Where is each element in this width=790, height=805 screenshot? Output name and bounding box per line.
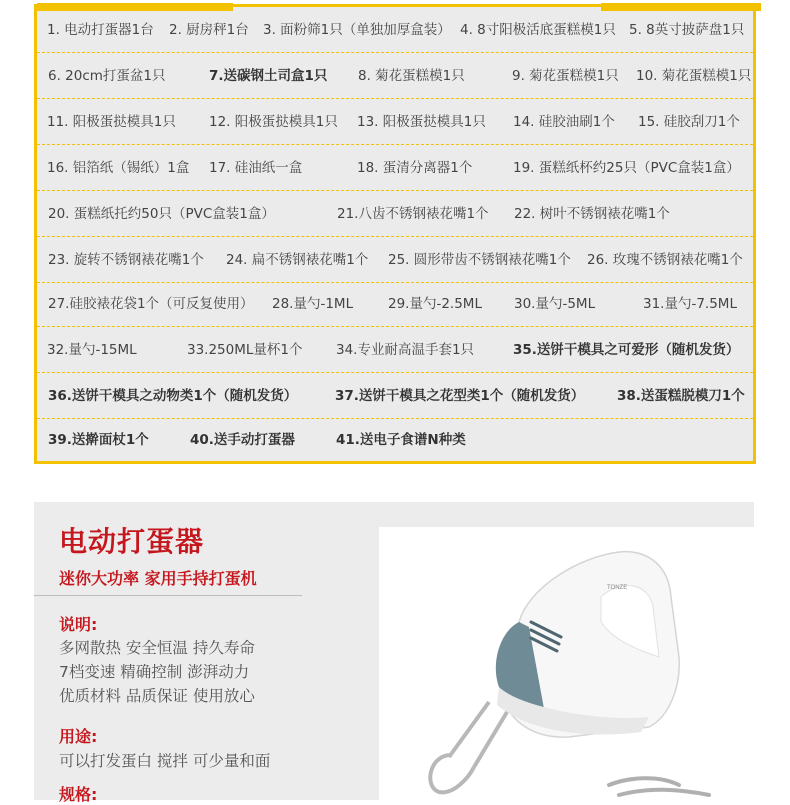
product-photo xyxy=(379,527,754,800)
list-item: 6. 20cm打蛋盆1只 xyxy=(48,68,166,84)
list-item: 17. 硅油纸一盒 xyxy=(209,160,303,176)
explain-line: 多网散热 安全恒温 持久寿命 xyxy=(59,639,255,657)
list-item: 30.量勺-5ML xyxy=(514,296,596,312)
list-row xyxy=(37,281,753,327)
list-item: 1. 电动打蛋器1台 xyxy=(47,22,154,38)
list-row xyxy=(37,327,753,373)
list-item: 16. 铝箔纸（锡纸）1盒 xyxy=(47,160,190,176)
divider xyxy=(34,595,302,596)
list-item: 28.量勺-1ML xyxy=(272,296,354,312)
list-item: 13. 阳极蛋挞模具1只 xyxy=(357,114,486,130)
brand-mark: TONZE xyxy=(607,585,628,591)
list-row xyxy=(37,237,753,283)
list-item: 18. 蛋清分离器1个 xyxy=(357,160,473,176)
explain-label: 说明: xyxy=(59,615,98,634)
list-item: 15. 硅胶刮刀1个 xyxy=(638,114,740,130)
list-item: 7.送碳钢土司盒1只 xyxy=(209,68,328,84)
list-item: 41.送电子食谱N种类 xyxy=(336,432,466,448)
list-row xyxy=(37,191,753,237)
product-subtitle: 迷你大功率 家用手持打蛋机 xyxy=(59,569,257,588)
list-item: 23. 旋转不锈钢裱花嘴1个 xyxy=(48,252,204,268)
list-item: 8. 菊花蛋糕模1只 xyxy=(358,68,465,84)
list-item: 4. 8寸阳极活底蛋糕模1只 xyxy=(460,22,616,38)
list-item: 20. 蛋糕纸托约50只（PVC盒装1盒） xyxy=(48,206,275,222)
product-title: 电动打蛋器 xyxy=(59,525,205,558)
list-item: 27.硅胶裱花袋1个（可反复使用） xyxy=(48,296,254,312)
list-item: 21.八齿不锈钢裱花嘴1个 xyxy=(337,206,489,222)
list-row xyxy=(37,53,753,99)
explain-line: 7档变速 精确控制 澎湃动力 xyxy=(59,663,250,681)
list-item: 35.送饼干模具之可爱形（随机发货） xyxy=(513,342,740,358)
list-item: 26. 玫瑰不锈钢裱花嘴1个 xyxy=(587,252,743,268)
list-item: 22. 树叶不锈钢裱花嘴1个 xyxy=(514,206,670,222)
list-row xyxy=(37,145,753,191)
list-row xyxy=(37,99,753,145)
list-item: 31.量勺-7.5ML xyxy=(643,296,737,312)
list-item: 24. 扁不锈钢裱花嘴1个 xyxy=(226,252,369,268)
list-item: 12. 阳极蛋挞模具1只 xyxy=(209,114,338,130)
list-row xyxy=(37,417,753,462)
list-item: 32.量勺-15ML xyxy=(47,342,137,358)
list-item: 33.250ML量杯1个 xyxy=(187,342,303,358)
product-section xyxy=(34,502,754,804)
list-item: 29.量勺-2.5ML xyxy=(388,296,482,312)
list-item: 19. 蛋糕纸杯约25只（PVC盒装1盒） xyxy=(513,160,740,176)
list-item: 25. 圆形带齿不锈钢裱花嘴1个 xyxy=(388,252,571,268)
beaters xyxy=(430,702,507,792)
list-row xyxy=(37,373,753,419)
hand-mixer-image xyxy=(379,527,754,800)
dough-hooks xyxy=(609,778,709,795)
usage-line: 可以打发蛋白 搅拌 可少量和面 xyxy=(59,752,271,770)
list-item: 40.送手动打蛋器 xyxy=(190,432,295,448)
list-item: 9. 菊花蛋糕模1只 xyxy=(512,68,619,84)
list-item: 38.送蛋糕脱模刀1个 xyxy=(617,388,745,404)
explain-line: 优质材料 品质保证 使用放心 xyxy=(59,687,255,705)
list-item: 39.送擀面杖1个 xyxy=(48,432,149,448)
list-row xyxy=(37,7,753,53)
list-item: 10. 菊花蛋糕模1只 xyxy=(636,68,752,84)
list-item: 5. 8英寸披萨盘1只 xyxy=(629,22,745,38)
list-item: 36.送饼干模具之动物类1个（随机发货） xyxy=(48,388,298,404)
usage-label: 用途: xyxy=(59,727,98,746)
list-item: 3. 面粉筛1只（单独加厚盒装） xyxy=(263,22,451,38)
list-item: 11. 阳极蛋挞模具1只 xyxy=(47,114,176,130)
spec-label: 规格: xyxy=(59,785,98,804)
list-item: 34.专业耐高温手套1只 xyxy=(336,342,475,358)
list-item: 14. 硅胶油刷1个 xyxy=(513,114,615,130)
item-list-box xyxy=(34,4,756,464)
list-item: 37.送饼干模具之花型类1个（随机发货） xyxy=(335,388,585,404)
list-item: 2. 厨房秤1台 xyxy=(169,22,249,38)
